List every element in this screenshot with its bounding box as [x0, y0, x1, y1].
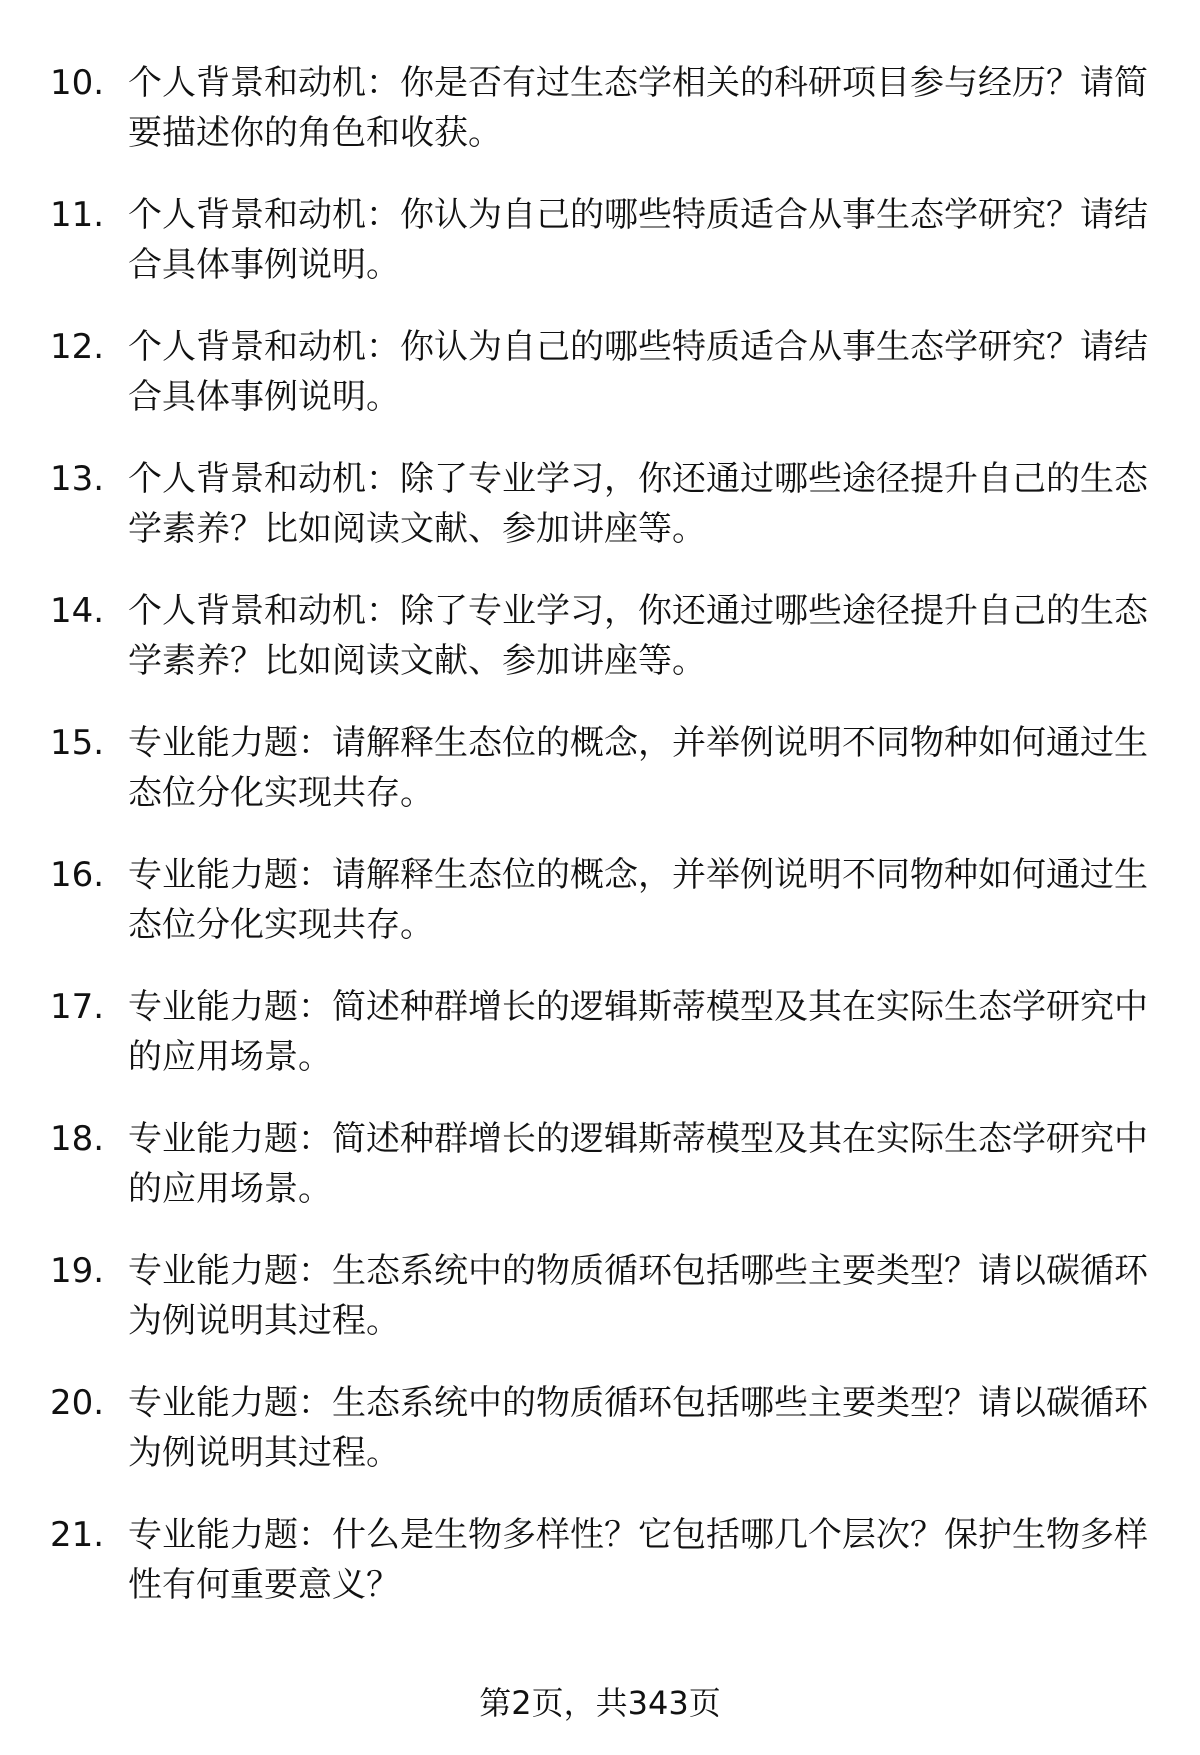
question-item [50, 586, 1150, 718]
question-text: 个人背景和动机：你是否有过生态学相关的科研项目参与经历？请简要描述你的角色和收获。 [128, 63, 1148, 153]
question-text: 专业能力题：请解释生态位的概念，并举例说明不同物种如何通过生态位分化实现共存。 [128, 723, 1148, 813]
question-number: 14. [50, 591, 105, 631]
question-item [50, 454, 1150, 586]
question-number: 16. [50, 855, 105, 895]
question-text: 专业能力题：请解释生态位的概念，并举例说明不同物种如何通过生态位分化实现共存。 [128, 855, 1148, 945]
question-text: 个人背景和动机：除了专业学习，你还通过哪些途径提升自己的生态学素养？比如阅读文献、参加讲座等。 [128, 591, 1148, 681]
question-number: 19. [50, 1251, 105, 1291]
question-item [50, 982, 1150, 1114]
question-item [50, 190, 1150, 322]
question-text: 专业能力题：什么是生物多样性？它包括哪几个层次？保护生物多样性有何重要意义？ [128, 1515, 1148, 1605]
question-list [50, 58, 1150, 1642]
question-number: 12. [50, 327, 105, 367]
question-number: 11. [50, 195, 105, 235]
question-item [50, 322, 1150, 454]
question-number: 20. [50, 1383, 105, 1423]
question-text: 专业能力题：简述种群增长的逻辑斯蒂模型及其在实际生态学研究中的应用场景。 [128, 987, 1148, 1077]
question-item [50, 1510, 1150, 1642]
question-item [50, 1114, 1150, 1246]
question-item [50, 718, 1150, 850]
question-text: 专业能力题：生态系统中的物质循环包括哪些主要类型？请以碳循环为例说明其过程。 [128, 1383, 1148, 1473]
page-number-footer: 第2页，共343页 [479, 1684, 721, 1722]
question-text: 专业能力题：简述种群增长的逻辑斯蒂模型及其在实际生态学研究中的应用场景。 [128, 1119, 1148, 1209]
question-number: 15. [50, 723, 105, 763]
question-item [50, 1246, 1150, 1378]
question-number: 17. [50, 987, 105, 1027]
question-number: 10. [50, 63, 105, 103]
question-item [50, 850, 1150, 982]
question-text: 个人背景和动机：你认为自己的哪些特质适合从事生态学研究？请结合具体事例说明。 [128, 327, 1148, 417]
question-item [50, 1378, 1150, 1510]
question-text: 个人背景和动机：你认为自己的哪些特质适合从事生态学研究？请结合具体事例说明。 [128, 195, 1148, 285]
question-text: 专业能力题：生态系统中的物质循环包括哪些主要类型？请以碳循环为例说明其过程。 [128, 1251, 1148, 1341]
question-number: 21. [50, 1515, 105, 1555]
question-item [50, 58, 1150, 190]
question-number: 13. [50, 459, 105, 499]
question-text: 个人背景和动机：除了专业学习，你还通过哪些途径提升自己的生态学素养？比如阅读文献、参加讲座等。 [128, 459, 1148, 549]
question-number: 18. [50, 1119, 105, 1159]
